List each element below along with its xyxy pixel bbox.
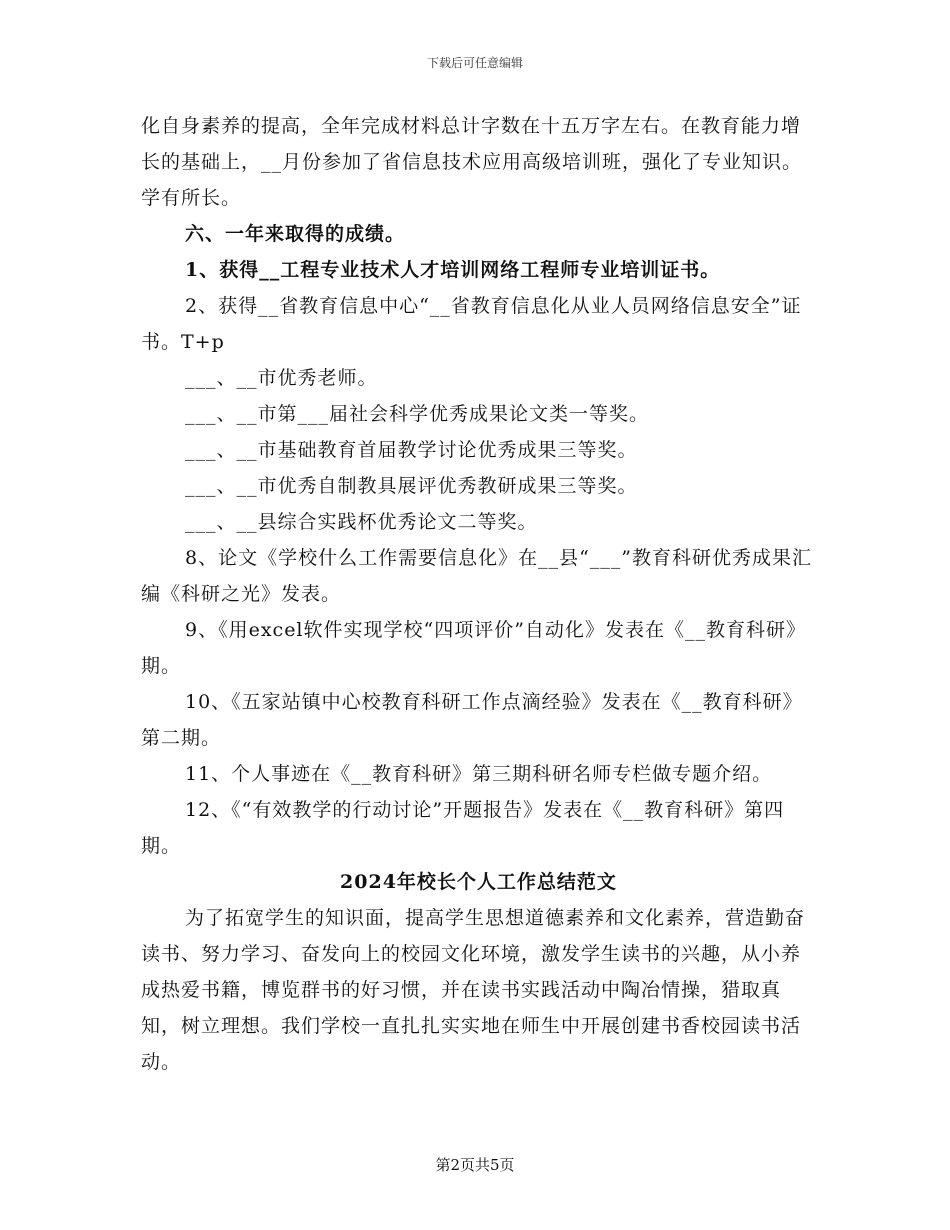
article-paragraph: 为了拓宽学生的知识面，提高学生思想道德素养和文化素养，营造勤奋读书、努力学习、奋发向上的校园文化环境，激发学生读书的兴趣，从小养成热爱书籍，博览群书的好习惯，并在读书实践活动中陶冶情操，猎取真知，树立理想。我们学校一直扎扎实实地在师生中开展创建书香校园读书活动。 (141, 907, 806, 1073)
achievement-item-2: 2、获得__省教育信息中心“__省教育信息化从业人员网络信息安全”证书。T+p (141, 295, 802, 353)
achievement-item-3: ___、__市优秀老师。 (185, 367, 378, 389)
achievement-item-6: ___、__市优秀自制教具展评优秀教研成果三等奖。 (185, 475, 638, 497)
article-title: 2024年校长个人工作总结范文 (340, 871, 617, 893)
section-heading-achievements: 六、一年来取得的成绩。 (185, 223, 406, 245)
achievement-item-11: 11、个人事迹在《__教育科研》第三期科研名师专栏做专题介绍。 (185, 763, 773, 785)
achievement-item-4: ___、__市第___届社会科学优秀成果论文类一等奖。 (185, 403, 650, 425)
paragraph-continuation: 化自身素养的提高，全年完成材料总计字数在十五万字左右。在教育能力增长的基础上，__月份参加了省信息技术应用高级培训班，强化了专业知识。学有所长。 (141, 115, 803, 209)
achievement-item-10: 10、《五家站镇中心校教育科研工作点滴经验》发表在《__教育科研》第二期。 (141, 691, 803, 749)
achievement-item-7: ___、__县综合实践杯优秀论文二等奖。 (185, 511, 538, 533)
achievement-item-12: 12、《“有效教学的行动讨论”开题报告》发表在《__教育科研》第四期。 (141, 799, 785, 857)
document-body (141, 108, 816, 1080)
achievement-item-8: 8、论文《学校什么工作需要信息化》在__县“___”教育科研优秀成果汇编《科研之光》发表。 (141, 547, 813, 605)
page-header: 下载后可任意编辑 (426, 56, 523, 70)
achievement-item-5: ___、__市基础教育首届教学讨论优秀成果三等奖。 (185, 439, 638, 461)
achievement-item-1: 1、获得__工程专业技术人才培训网络工程师专业培训证书。 (185, 259, 721, 281)
achievement-item-9: 9、《用excel软件实现学校“四项评价”自动化》发表在《__教育科研》期。 (141, 619, 806, 677)
page-number: 第2页共5页 (435, 1156, 515, 1174)
